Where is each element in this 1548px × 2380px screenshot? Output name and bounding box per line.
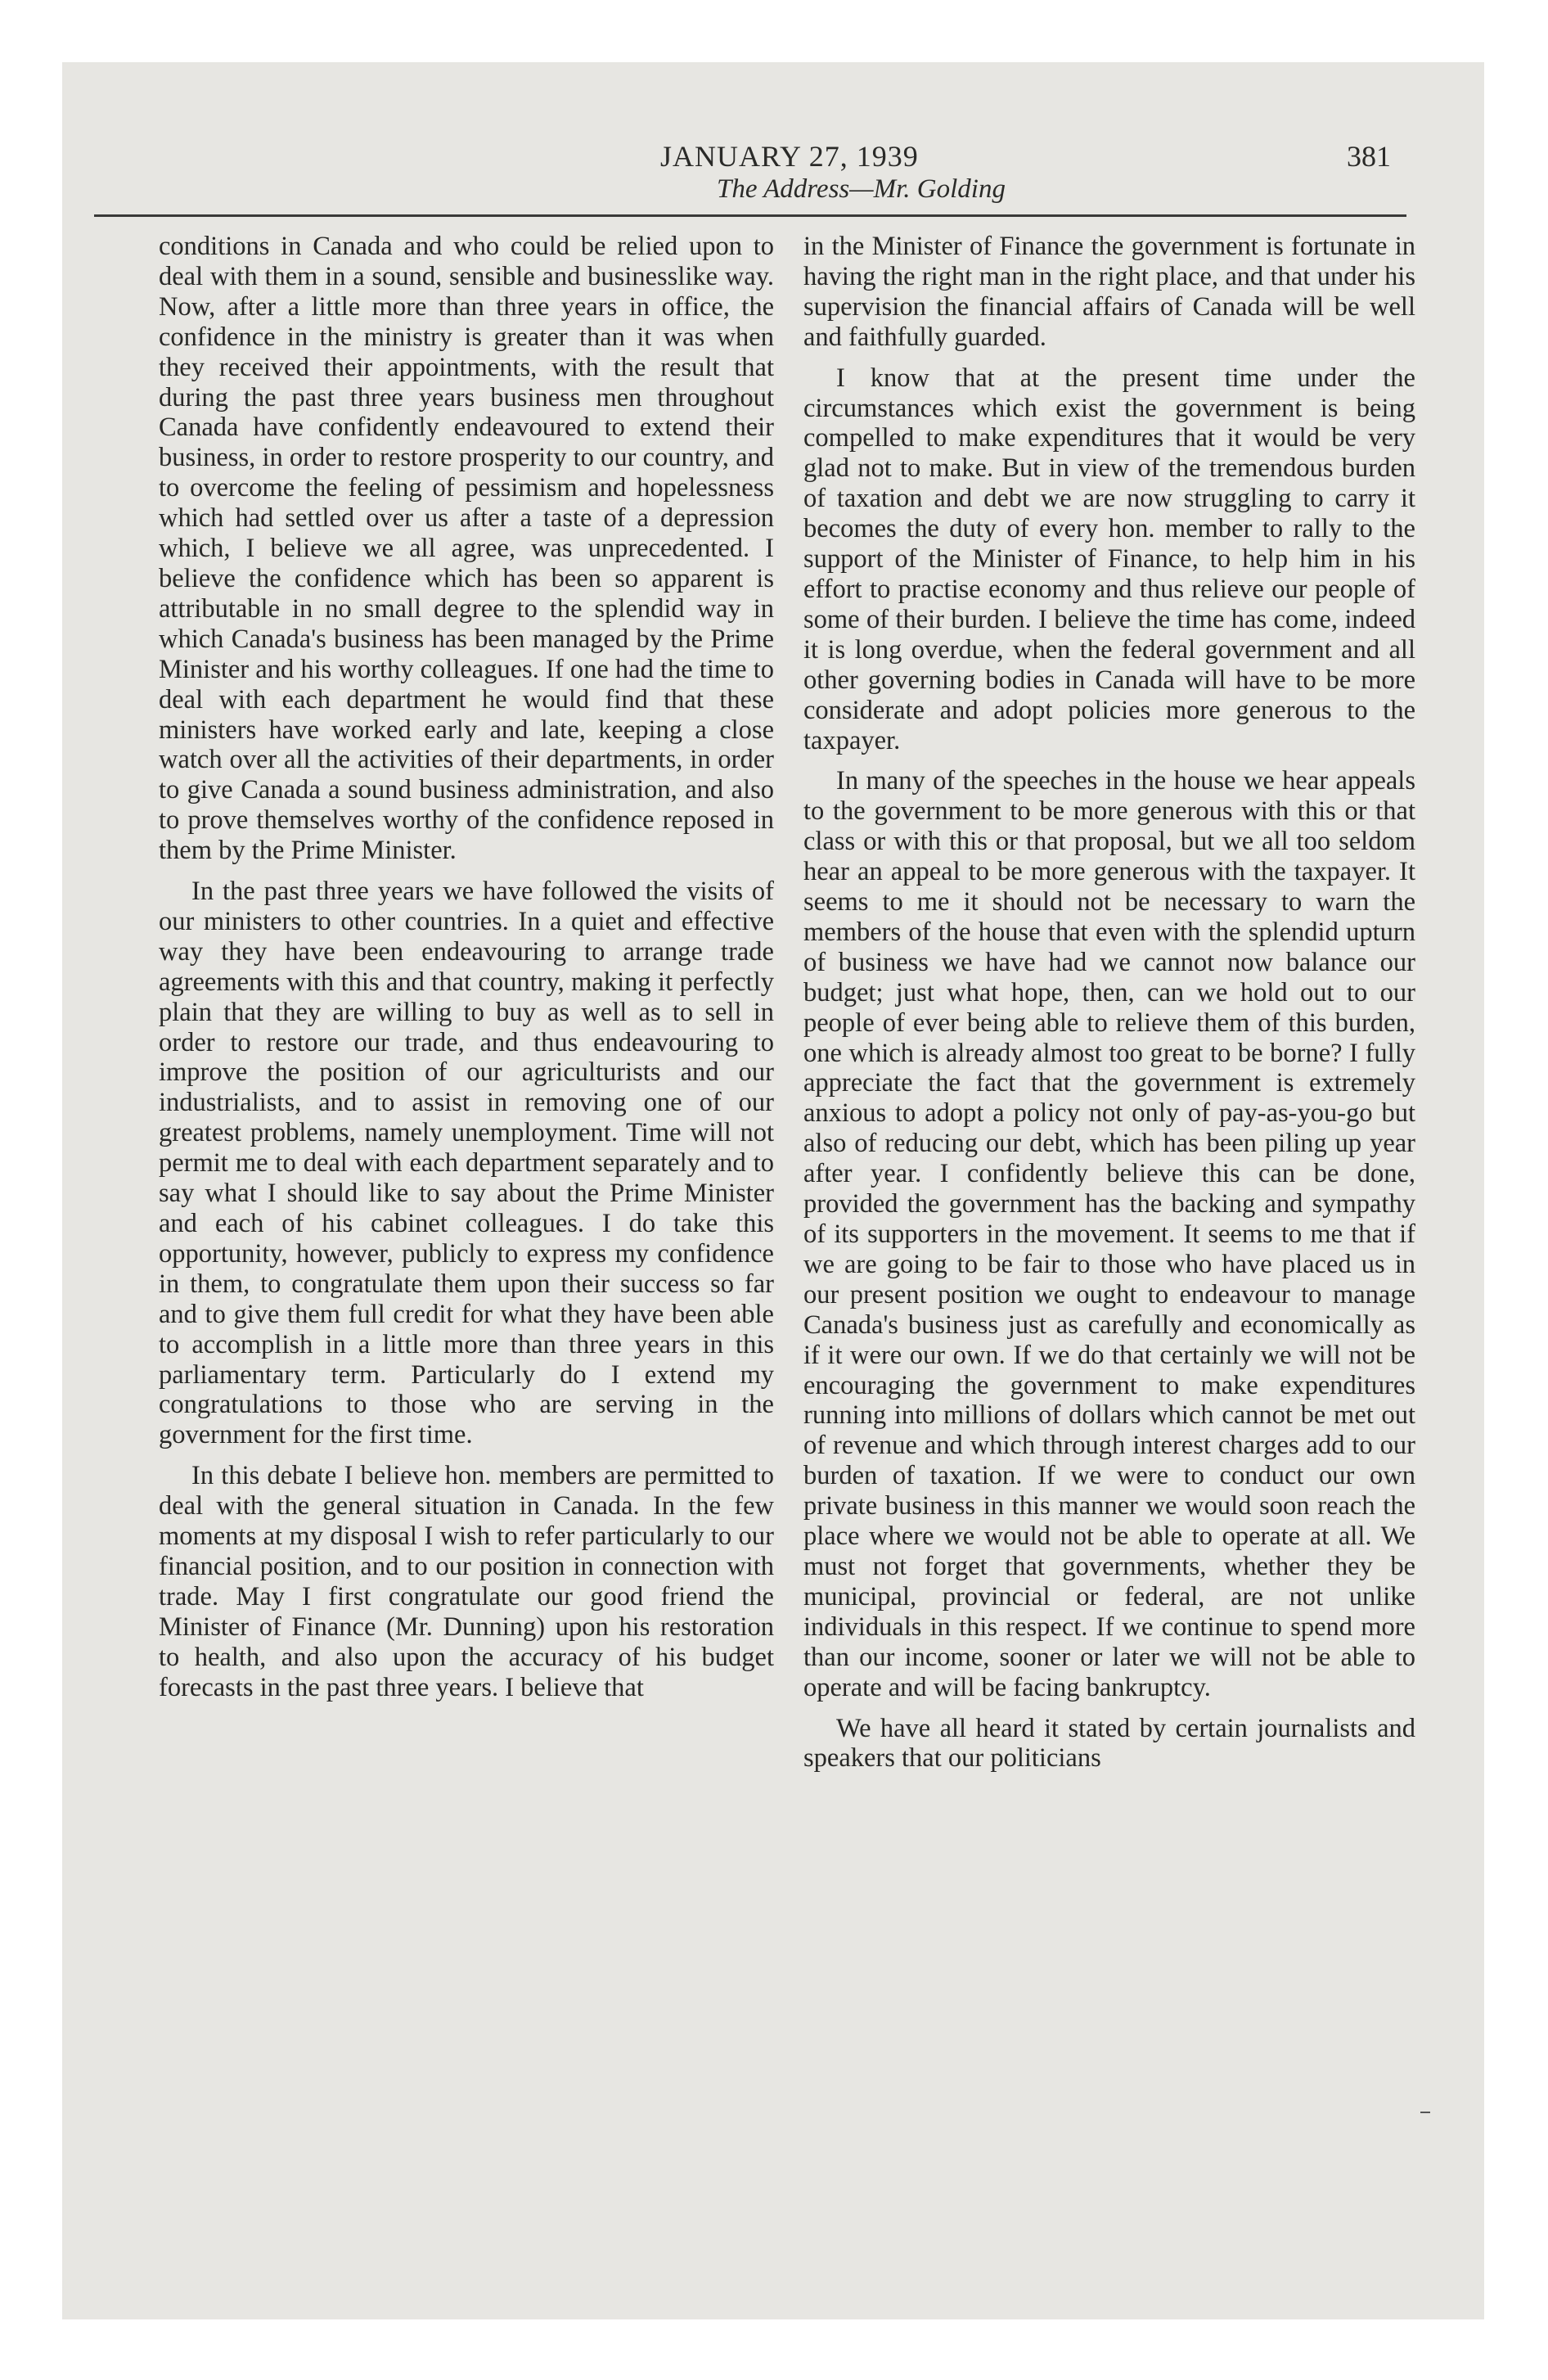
page-number: 381 (1347, 140, 1391, 173)
paragraph: In many of the speeches in the house we hear appeals to the government to be more generous with this or that class or with this or that proposal, but we all too seldom hear an appeal to be more generous with the taxpayer. It seems to me it should not be necessary to warn the members of the house that even with the splendid upturn of business we have had we cannot now balance our budget; just what hope, then, can we hold out to our people of ever being able to relieve them of this burden, one which is already almost too great to be borne? I fully appreciate the fact that the government is extremely anxious to adopt a policy not only of pay-as-you-go but also of reducing our debt, which has been piling up year after year. I confidently believe this can be done, provided the government has the backing and sympathy of its supporters in the movement. It seems to me that if we are going to be fair to those who have placed us in our present position we ought to endeavour to manage Canada's business just as carefully and economically as if it were our own. If we do that certainly we will not be encouraging the government to make expenditures running into millions of dollars which cannot be met out of revenue and which through interest charges add to our burden of taxation. If we were to conduct our own private business in this manner we would soon reach the place where we would not be able to operate at all. We must not forget that governments, whether they be municipal, provincial or federal, are not unlike individuals in this respect. If we continue to spend more than our income, sooner or later we will not be able to operate and will be facing bankruptcy. (803, 766, 1415, 1702)
paragraph: I know that at the present time under the circumstances which exist the government is being compelled to make expenditures that it would be very glad not to make. But in view of the tremendous burden of taxation and debt we are now struggling to carry it becomes the duty of every hon. member to rally to the support of the Minister of Finance, to help him in his effort to practise economy and thus relieve our people of some of their burden. I believe the time has come, indeed it is long overdue, when the federal government and all other governing bodies in Canada will have to be more considerate and adopt policies more generous to the taxpayer. (803, 363, 1415, 755)
paragraph: in the Minister of Finance the government is fortunate in having the right man in the right place, and that under his supervision the financial affairs of Canada will be well and faithfully guarded. (803, 232, 1415, 352)
header-rule (94, 214, 1406, 217)
running-title: The Address—Mr. Golding (717, 174, 1006, 204)
header-date: JANUARY 27, 1939 (660, 140, 919, 173)
paragraph: In this debate I believe hon. members are permitted to deal with the general situation in Canada. In the few moments at my disposal I wish to refer particularly to our financial position, and to our position in connection with trade. May I first congratulate our good friend the Minister of Finance (Mr. Dunning) upon his restoration to health, and also upon the accuracy of his budget forecasts in the past three years. I believe that (159, 1461, 774, 1702)
paragraph: We have all heard it stated by certain journalists and speakers that our politicians (803, 1713, 1415, 1774)
paragraph: conditions in Canada and who could be relied upon to deal with them in a sound, sensible and businesslike way. Now, after a little more than three years in office, the confidence in the ministry is greater than it was when they received their appointments, with the result that during the past three years business men throughout Canada have confidently endeavoured to extend their business, in order to restore prosperity to our country, and to overcome the feeling of pessimism and hopelessness which had settled over us after a taste of a depression which, I believe we all agree, was unprecedented. I believe the confidence which has been so apparent is attributable in no small degree to the splendid way in which Canada's business has been managed by the Prime Minister and his worthy colleagues. If one had the time to deal with each department he would find that these ministers have worked early and late, keeping a close watch over all the activities of their departments, in order to give Canada a sound business administration, and also to prove themselves worthy of the confidence reposed in them by the Prime Minister. (159, 232, 774, 866)
left-column (159, 232, 774, 1714)
margin-mark (1420, 2112, 1430, 2113)
right-column (803, 232, 1415, 1784)
paragraph: In the past three years we have followed the visits of our ministers to other countries. In a quiet and effective way they have been endeavouring to arrange trade agreements with this and that country, making it perfectly plain that they are willing to buy as well as to sell in order to restore our trade, and thus endeavouring to improve the position of our agriculturists and our industrialists, and to assist in removing one of our greatest problems, namely unemployment. Time will not permit me to deal with each department separately and to say what I should like to say about the Prime Minister and each of his cabinet colleagues. I do take this opportunity, however, publicly to express my confidence in them, to congratulate them upon their success so far and to give them full credit for what they have been able to accomplish in a little more than three years in this parliamentary term. Particularly do I extend my congratulations to those who are serving in the government for the first time. (159, 877, 774, 1450)
